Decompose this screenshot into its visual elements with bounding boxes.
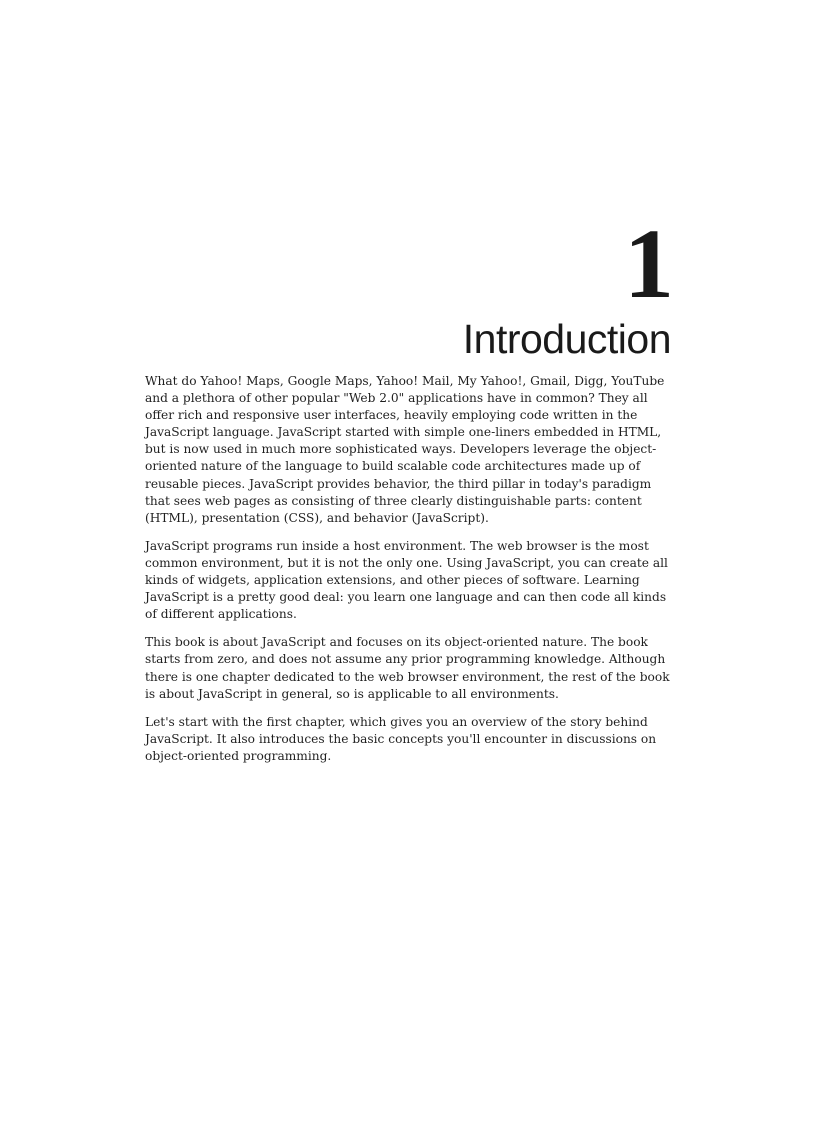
chapter-body: [145, 373, 673, 776]
chapter-number: 1: [624, 208, 672, 319]
paragraph-book-focus: This book is about JavaScript and focuses on its object-oriented nature. The book starts from zero, and does not assume any prior programming knowledge. Although there is one chapter dedicated to the web browser environment, the rest of the book is about JavaScript in general, so is applicable to all environments.: [145, 635, 670, 701]
paragraph-first-chapter: Let's start with the first chapter, which gives you an overview of the story behind JavaScript. It also introduces the basic concepts you'll encounter in discussions on object-oriented programming.: [145, 714, 657, 763]
chapter-title: Introduction: [462, 316, 671, 362]
paragraph-host-environment: JavaScript programs run inside a host environment. The web browser is the most common environment, but it is not the only one. Using JavaScript, you can create all kinds of widgets, application extensions, and other pieces of software. Learning JavaScript is a pretty good deal: you learn one language and can then code all kinds of different applications.: [145, 538, 668, 622]
paragraph-intro: What do Yahoo! Maps, Google Maps, Yahoo! Mail, My Yahoo!, Gmail, Digg, YouTube and a plethora of other popular "Web 2.0" applications have in common? They all offer rich and responsive user interfaces, heavily employing code written in the JavaScript language. JavaScript started with simple one-liners embedded in HTML, but is now used in much more sophisticated ways. Developers leverage the object-oriented nature of the language to build scalable code architectures made up of reusable pieces. JavaScript provides behavior, the third pillar in today's paradigm that sees web pages as consisting of three clearly distinguishable parts: content (HTML), presentation (CSS), and behavior (JavaScript).: [145, 374, 665, 525]
